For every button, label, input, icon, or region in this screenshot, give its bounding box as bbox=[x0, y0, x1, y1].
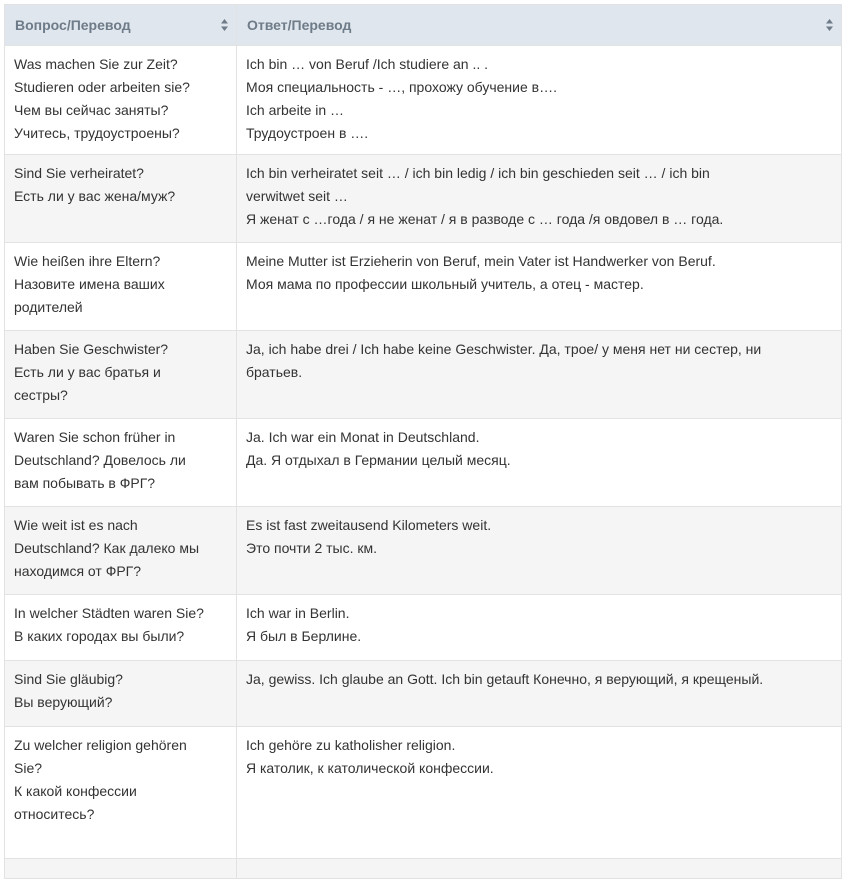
question-line: Sind Sie verheiratet? bbox=[14, 165, 144, 181]
table-row bbox=[5, 661, 842, 727]
question-line: находимся от ФРГ? bbox=[14, 563, 142, 579]
table-header-row bbox=[5, 5, 842, 46]
question-line: Wie heißen ihre Eltern? bbox=[14, 253, 161, 269]
question-line: In welcher Städten waren Sie? bbox=[14, 605, 204, 621]
answer-cell bbox=[237, 859, 842, 879]
answer-line: Ja. Ich war ein Monat in Deutschland. bbox=[246, 429, 480, 445]
question-line: Есть ли у вас братья и bbox=[14, 364, 161, 380]
sort-icon[interactable] bbox=[826, 19, 833, 31]
table-row bbox=[5, 595, 842, 661]
column-header-answer-label: Ответ/Перевод bbox=[247, 17, 352, 33]
table-row bbox=[5, 243, 842, 331]
column-header-question[interactable] bbox=[5, 5, 237, 46]
question-line: Учитесь, трудоустроены? bbox=[14, 125, 180, 141]
question-line: Sie? bbox=[14, 760, 43, 776]
question-line: Есть ли у вас жена/муж? bbox=[14, 188, 176, 204]
question-line: Waren Sie schon früher in bbox=[14, 429, 176, 445]
question-cell bbox=[5, 859, 237, 879]
question-line: относитесь? bbox=[14, 806, 95, 822]
question-line: Was machen Sie zur Zeit? bbox=[14, 56, 178, 72]
answer-line: Трудоустроен в …. bbox=[246, 125, 369, 141]
question-line: Чем вы сейчас заняты? bbox=[14, 102, 169, 118]
answer-line: Я был в Берлине. bbox=[246, 628, 362, 644]
answer-cell bbox=[237, 155, 842, 243]
answer-cell bbox=[237, 331, 842, 419]
question-line: Deutschland? Довелось ли bbox=[14, 452, 186, 468]
answer-line: verwitwet seit … bbox=[246, 188, 348, 204]
answer-cell bbox=[237, 419, 842, 507]
answer-line: Я женат с …года / я не женат / я в разводе с … года /я овдовел в … года. bbox=[246, 211, 724, 227]
answer-line: Ich bin verheiratet seit … / ich bin ledig / ich bin geschieden seit … / ich bin bbox=[246, 165, 710, 181]
table-row bbox=[5, 155, 842, 243]
question-line: вам побывать в ФРГ? bbox=[14, 475, 156, 491]
question-cell bbox=[5, 661, 237, 727]
question-cell bbox=[5, 727, 237, 859]
table-row bbox=[5, 859, 842, 879]
question-line: Sind Sie gläubig? bbox=[14, 671, 123, 687]
answer-line: Es ist fast zweitausend Kilometers weit. bbox=[246, 517, 492, 533]
answer-line: Ich arbeite in … bbox=[246, 102, 345, 118]
answer-line: Ja, gewiss. Ich glaube an Gott. Ich bin getauft Конечно, я верующий, я крещеный. bbox=[246, 671, 764, 687]
answer-line: Ich bin … von Beruf /Ich studiere an .. . bbox=[246, 56, 489, 72]
answer-cell bbox=[237, 46, 842, 155]
table-row bbox=[5, 331, 842, 419]
answer-line: Я католик, к католической конфессии. bbox=[246, 760, 494, 776]
question-cell bbox=[5, 243, 237, 331]
sort-icon[interactable] bbox=[221, 19, 228, 31]
answer-line: Ich war in Berlin. bbox=[246, 605, 350, 621]
table-row bbox=[5, 727, 842, 859]
question-line: Назовите имена ваших bbox=[14, 276, 165, 292]
column-header-question-label: Вопрос/Перевод bbox=[15, 17, 131, 33]
question-line: сестры? bbox=[14, 387, 68, 403]
question-line: К какой конфессии bbox=[14, 783, 137, 799]
question-line: Haben Sie Geschwister? bbox=[14, 341, 169, 357]
table-row bbox=[5, 507, 842, 595]
answer-line: Это почти 2 тыс. км. bbox=[246, 540, 378, 556]
question-line: Studieren oder arbeiten sie? bbox=[14, 79, 190, 95]
answer-line: Да. Я отдыхал в Германии целый месяц. bbox=[246, 452, 511, 468]
column-header-answer[interactable] bbox=[237, 5, 842, 46]
question-line: родителей bbox=[14, 299, 83, 315]
question-line: Zu welcher religion gehören bbox=[14, 737, 187, 753]
answer-cell bbox=[237, 243, 842, 331]
question-cell bbox=[5, 46, 237, 155]
answer-line: Моя специальность - …, прохожу обучение в…. bbox=[246, 79, 557, 95]
table-row bbox=[5, 46, 842, 155]
question-line: Вы верующий? bbox=[14, 694, 113, 710]
answer-line: братьев. bbox=[246, 364, 303, 380]
answer-line: Meine Mutter ist Erzieherin von Beruf, mein Vater ist Handwerker von Beruf. bbox=[246, 253, 716, 269]
answer-cell bbox=[237, 507, 842, 595]
question-line: Wie weit ist es nach bbox=[14, 517, 138, 533]
question-cell bbox=[5, 595, 237, 661]
question-cell bbox=[5, 331, 237, 419]
answer-line: Ich gehöre zu katholisher religion. bbox=[246, 737, 456, 753]
answer-cell bbox=[237, 595, 842, 661]
question-cell bbox=[5, 507, 237, 595]
question-cell bbox=[5, 419, 237, 507]
question-line: В каких городах вы были? bbox=[14, 628, 185, 644]
answer-line: Ja, ich habe drei / Ich habe keine Geschwister. Да, трое/ у меня нет ни сестер, ни bbox=[246, 341, 762, 357]
answer-line: Моя мама по профессии школьный учитель, а отец - мастер. bbox=[246, 276, 644, 292]
qa-table bbox=[4, 4, 842, 879]
answer-cell bbox=[237, 727, 842, 859]
question-cell bbox=[5, 155, 237, 243]
answer-cell bbox=[237, 661, 842, 727]
table-row bbox=[5, 419, 842, 507]
question-line: Deutschland? Как далеко мы bbox=[14, 540, 200, 556]
